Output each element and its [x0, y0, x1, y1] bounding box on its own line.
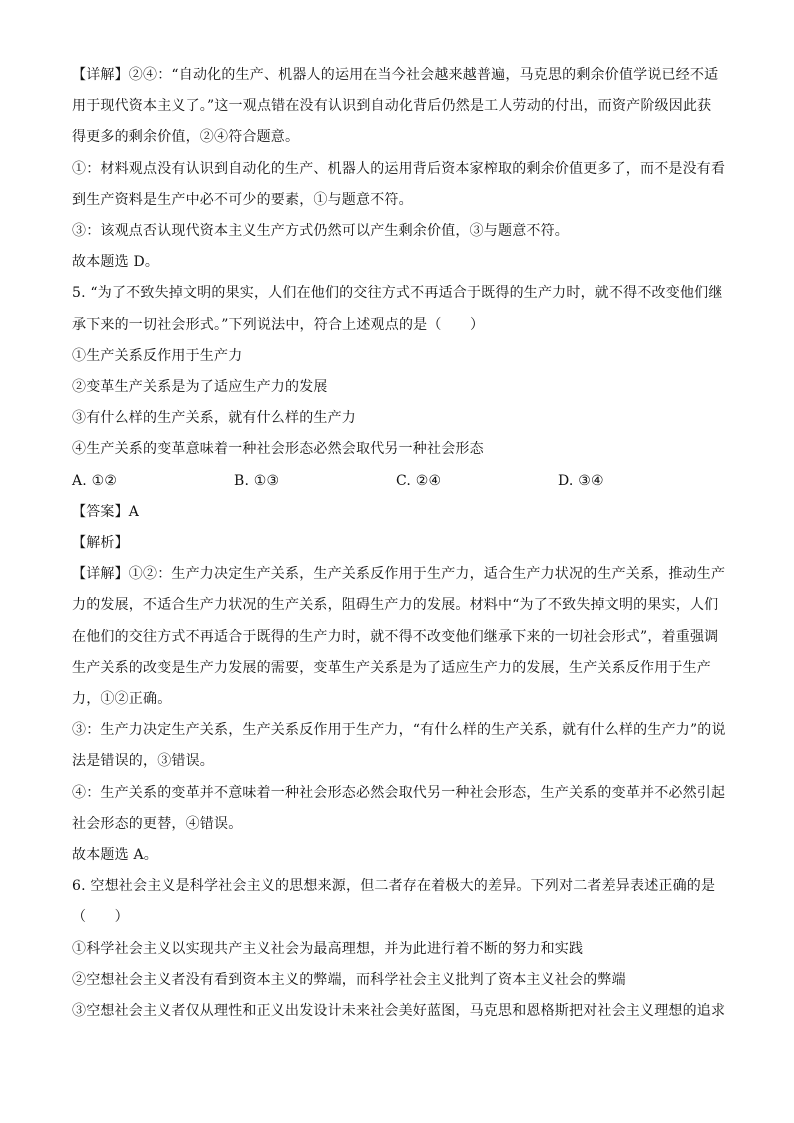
statement-item: ②空想社会主义者没有看到资本主义的弊端，而科学社会主义批判了资本主义社会的弊端	[72, 971, 626, 988]
text-line: 在他们的交往方式不再适合于既得的生产力时，就不得不改变他们继承下来的一切社会形式”，着重强调	[72, 628, 719, 645]
statement-item: ②变革生产关系是为了适应生产力的发展	[72, 379, 328, 396]
text-line: 到生产资料是生产中必不可少的要素，①与题意不符。	[72, 191, 413, 208]
text-line: 力的发展，不适合生产力状况的生产关系，阻碍生产力的发展。材料中“为了不致失掉文明的果实，人们	[72, 597, 719, 614]
text-line: ③：该观点否认现代资本主义生产方式仍然可以产生剩余价值，③与题意不符。	[72, 223, 569, 240]
option-d: D. ③④	[558, 472, 604, 489]
statement-item: ①生产关系反作用于生产力	[72, 347, 243, 364]
text-line: 【详解】②④：“自动化的生产、机器人的运用在当今社会越来越普遍，马克思的剩余价值学说已经不适	[72, 67, 719, 83]
analysis-label: 【解析】	[72, 535, 129, 552]
option-a: A. ①②	[72, 472, 118, 489]
text-line: ④：生产关系的变革并不意味着一种社会形态必然会取代另一种社会形态，生产关系的变革并不必然引起	[72, 784, 726, 801]
text-line: 用于现代资本主义了。”这一观点错在没有认识到自动化背后仍然是工人劳动的付出，而资产阶级因此获	[72, 98, 712, 115]
text-line: 法是错误的，③错误。	[72, 753, 214, 770]
statement-item: ③空想社会主义者仅从理性和正义出发设计未来社会美好蓝图，马克思和恩格斯把对社会主义理想的追求	[72, 1003, 726, 1020]
text-line: 故本题选 A。	[72, 847, 158, 864]
question-5-stem: 承下来的一切社会形式。”下列说法中，符合上述观点的是（ ）	[72, 316, 485, 333]
option-b: B. ①③	[234, 472, 280, 489]
text-line: 得更多的剩余价值，②④符合题意。	[72, 129, 300, 146]
statement-item: ③有什么样的生产关系，就有什么样的生产力	[72, 410, 356, 427]
text-line: ③：生产力决定生产关系，生产关系反作用于生产力，“有什么样的生产关系，就有什么样的生产力”的说	[72, 722, 726, 739]
text-line: 【详解】①②：生产力决定生产关系，生产关系反作用于生产力，适合生产力状况的生产关系，推动生产	[72, 566, 726, 583]
text-line: 生产关系的改变是生产力发展的需要，变革生产关系是为了适应生产力的发展，生产关系反作用于生产	[72, 659, 711, 676]
text-line: ①：材料观点没有认识到自动化的生产、机器人的运用背后资本家榨取的剩余价值更多了，而不是没有看	[72, 160, 726, 177]
text-line: 社会形态的更替，④错误。	[72, 815, 243, 832]
text-line: 故本题选 D。	[72, 254, 160, 271]
option-c: C. ②④	[396, 472, 442, 489]
text-line: 力，①②正确。	[72, 691, 172, 708]
answer-label: 【答案】A	[72, 503, 140, 520]
question-6-stem: （ ）	[72, 909, 129, 926]
question-6-stem: 6. 空想社会主义是科学社会主义的思想来源，但二者存在着极大的差异。下列对二者差异表述正确的是	[72, 878, 716, 895]
question-5-stem: 5. “为了不致失掉文明的果实，人们在他们的交往方式不再适合于既得的生产力时，就不得不改变他们继	[72, 285, 723, 302]
statement-item: ④生产关系的变革意味着一种社会形态必然会取代另一种社会形态	[72, 441, 484, 458]
answer-options	[72, 466, 732, 497]
statement-item: ①科学社会主义以实现共产主义社会为最高理想，并为此进行着不断的努力和实践	[72, 940, 584, 957]
